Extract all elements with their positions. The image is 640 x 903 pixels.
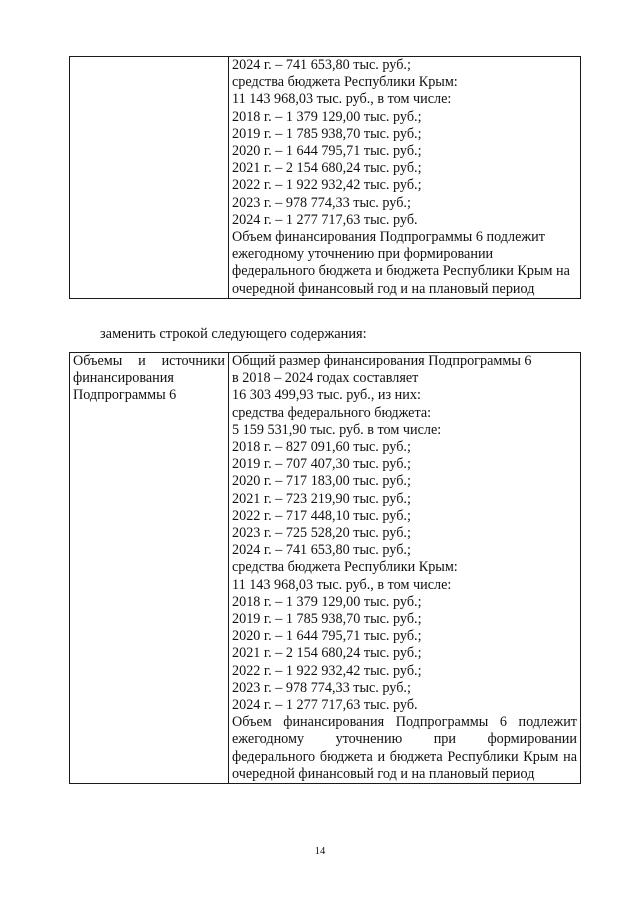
value-line: 2024 г. – 1 277 717,63 тыс. руб. [232, 211, 418, 228]
value-line: 2020 г. – 717 183,00 тыс. руб.; [232, 473, 411, 490]
value-line: 2019 г. – 1 785 938,70 тыс. руб.; [232, 611, 422, 628]
value-line: 2021 г. – 2 154 680,24 тыс. руб.; [232, 160, 422, 177]
replacement-instruction: заменить строкой следующего содержания: [100, 326, 367, 342]
table-row [70, 57, 581, 299]
value-line: 2018 г. – 1 379 129,00 тыс. руб.; [232, 108, 422, 125]
value-line: 2019 г. – 707 407,30 тыс. руб.; [232, 456, 411, 473]
value-line: 2022 г. – 1 922 932,42 тыс. руб.; [232, 662, 422, 679]
value-line: 2023 г. – 725 528,20 тыс. руб.; [232, 525, 411, 542]
value-line: 2018 г. – 827 091,60 тыс. руб.; [232, 439, 411, 456]
value-line: 2019 г. – 1 785 938,70 тыс. руб.; [232, 125, 422, 142]
financing-table-continued [69, 56, 581, 299]
financing-table-new [69, 352, 581, 784]
value-line: в 2018 – 2024 годах составляет [232, 370, 419, 387]
value-line: 2021 г. – 723 219,90 тыс. руб.; [232, 490, 411, 507]
value-line: 2020 г. – 1 644 795,71 тыс. руб.; [232, 143, 422, 160]
row-value-cell [229, 353, 581, 784]
row-label-cell: Объемы и источники финансирования Подпрограммы 6 [70, 353, 229, 784]
value-line: 2018 г. – 1 379 129,00 тыс. руб.; [232, 593, 422, 610]
value-line: 2024 г. – 741 653,80 тыс. руб.; [232, 57, 411, 73]
value-line: 5 159 531,90 тыс. руб. в том числе: [232, 421, 442, 438]
value-line: средства федерального бюджета: [232, 404, 432, 421]
value-line: 16 303 499,93 тыс. руб., из них: [232, 387, 421, 404]
value-line: 11 143 968,03 тыс. руб., в том числе: [232, 91, 452, 108]
value-line: 2022 г. – 1 922 932,42 тыс. руб.; [232, 177, 422, 194]
value-line: 2023 г. – 978 774,33 тыс. руб.; [232, 679, 411, 696]
value-line: 2024 г. – 1 277 717,63 тыс. руб. [232, 697, 418, 714]
value-line: средства бюджета Республики Крым: [232, 559, 458, 576]
value-line: 2023 г. – 978 774,33 тыс. руб.; [232, 194, 411, 211]
row-value-cell [229, 57, 581, 299]
value-line: Общий размер финансирования Подпрограммы 6 [232, 353, 532, 369]
page-number: 14 [314, 846, 326, 857]
value-line: 2020 г. – 1 644 795,71 тыс. руб.; [232, 628, 422, 645]
financing-note: Объем финансирования Подпрограммы 6 подлежит ежегодному уточнению при формировании федерального бюджета и бюджета Республики Крым на очередной финансовый год и на плановый период [232, 714, 577, 782]
value-line: 2022 г. – 717 448,10 тыс. руб.; [232, 507, 411, 524]
financing-note: Объем финансирования Подпрограммы 6 подлежит ежегодному уточнению при формировании федерального бюджета и бюджета Республики Крым на очередной финансовый год и на плановый период [232, 229, 570, 297]
value-line: средства бюджета Республики Крым: [232, 74, 458, 91]
value-line: 2024 г. – 741 653,80 тыс. руб.; [232, 542, 411, 559]
table-row [70, 353, 581, 784]
value-line: 11 143 968,03 тыс. руб., в том числе: [232, 576, 452, 593]
value-line: 2021 г. – 2 154 680,24 тыс. руб.; [232, 645, 422, 662]
row-label-cell [70, 57, 229, 299]
